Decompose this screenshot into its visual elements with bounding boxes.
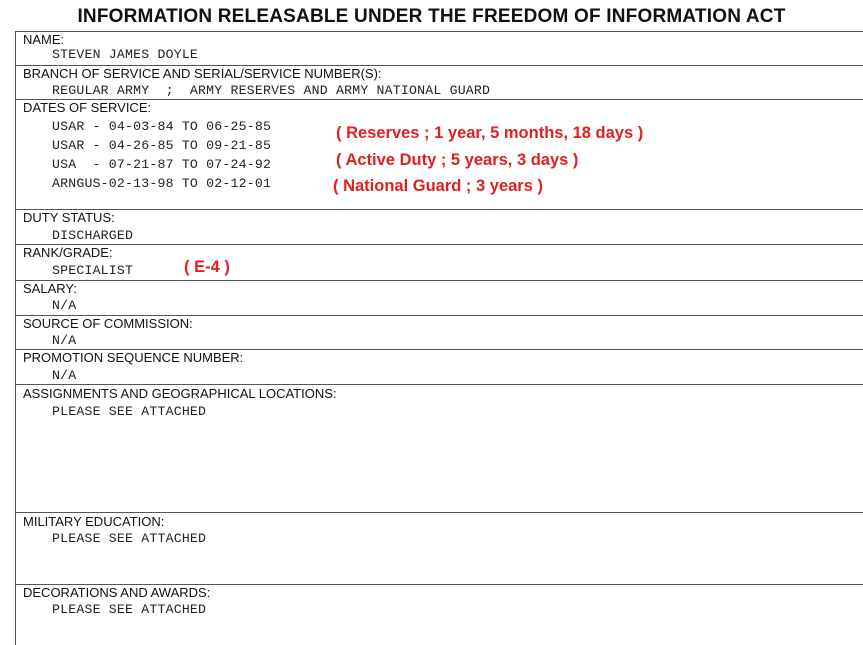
commission-label: SOURCE OF COMMISSION: — [23, 316, 193, 331]
rule-rank — [15, 280, 863, 281]
salary-label: SALARY: — [23, 281, 77, 296]
assignments-value: PLEASE SEE ATTACHED — [52, 404, 207, 419]
assignments-label: ASSIGNMENTS AND GEOGRAPHICAL LOCATIONS: — [23, 386, 337, 401]
military-education-label: MILITARY EDUCATION: — [23, 514, 165, 529]
rule-top — [15, 31, 863, 32]
salary-value: N/A — [52, 298, 77, 313]
name-value: STEVEN JAMES DOYLE — [52, 47, 199, 62]
rule-assignments — [15, 512, 863, 513]
service-period-4: ARNGUS-02-13-98 TO 02-12-01 — [52, 176, 272, 191]
decorations-value: PLEASE SEE ATTACHED — [52, 602, 207, 617]
rule-dates — [15, 209, 863, 210]
military-education-value: PLEASE SEE ATTACHED — [52, 531, 207, 546]
rank-grade-label: RANK/GRADE: — [23, 245, 113, 260]
commission-value: N/A — [52, 333, 77, 348]
promotion-sequence-label: PROMOTION SEQUENCE NUMBER: — [23, 350, 244, 365]
service-period-2: USAR - 04-26-85 TO 09-21-85 — [52, 138, 272, 153]
branch-label: BRANCH OF SERVICE AND SERIAL/SERVICE NUMBER(S): — [23, 66, 382, 81]
rank-grade-value: SPECIALIST — [52, 263, 134, 278]
active-duty-annotation: ( Active Duty ; 5 years, 3 days ) — [336, 151, 579, 169]
rule-duty — [15, 244, 863, 245]
reserves-annotation: ( Reserves ; 1 year, 5 months, 18 days ) — [336, 124, 644, 142]
rule-promotion — [15, 384, 863, 385]
decorations-label: DECORATIONS AND AWARDS: — [23, 585, 211, 600]
name-label: NAME: — [23, 32, 65, 47]
branch-value: REGULAR ARMY ; ARMY RESERVES AND ARMY NATIONAL GUARD — [52, 83, 491, 98]
dates-of-service-label: DATES OF SERVICE: — [23, 100, 152, 115]
document-title: INFORMATION RELEASABLE UNDER THE FREEDOM OF INFORMATION ACT — [77, 6, 786, 27]
duty-status-label: DUTY STATUS: — [23, 210, 115, 225]
duty-status-value: DISCHARGED — [52, 228, 134, 243]
pay-grade-annotation: ( E-4 ) — [184, 258, 230, 276]
promotion-sequence-value: N/A — [52, 368, 77, 383]
national-guard-annotation: ( National Guard ; 3 years ) — [333, 177, 543, 195]
service-period-3: USA - 07-21-87 TO 07-24-92 — [52, 157, 272, 172]
service-period-1: USAR - 04-03-84 TO 06-25-85 — [52, 119, 272, 134]
